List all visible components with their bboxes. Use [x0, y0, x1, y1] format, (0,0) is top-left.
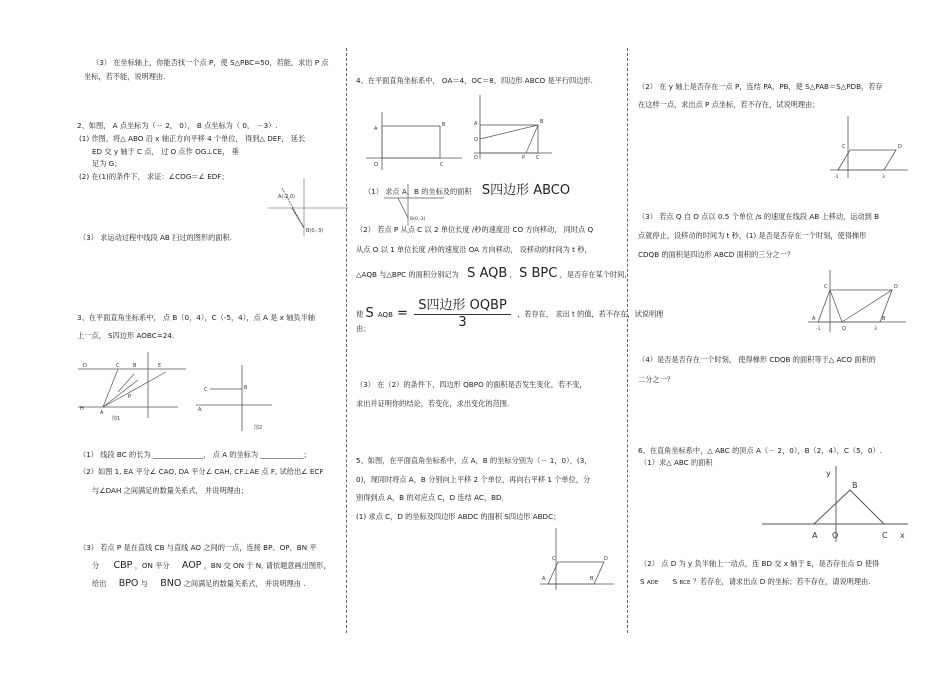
q4-part1-text: （1） 求点 A、B 的坐标及的面积 [364, 187, 472, 196]
q2-part3: （3） 求运动过程中线段 AB 扫过的图形的面积. [79, 233, 232, 242]
q6-part2-line1: （2） 点 D 为 y 负半轴上一动点，连 BD 交 x 轴于 E，是否存在点 D 使得 [640, 559, 880, 568]
svg-text:B: B [540, 119, 544, 125]
svg-text:C: C [882, 531, 888, 540]
angle-cbp: CBP [113, 560, 133, 571]
q6-part2-line2 [640, 576, 871, 589]
q5-part4-line1: （4）是否是否存在一个时刻， 使得梯形 CDQB 的面积等于△ ACO 面积的 [638, 355, 876, 364]
column-divider-2 [627, 48, 628, 633]
svg-text:B: B [882, 316, 886, 322]
svg-text:A: A [474, 121, 478, 127]
fraction [414, 298, 511, 331]
q3-text-on: ，ON 平分 [134, 561, 170, 570]
svg-text:D: D [604, 556, 608, 562]
q3-figure-2 [196, 365, 274, 433]
q4-part3-line1: （3） 在（2）的条件下，四边形 QBPO 的面积是否发生变化，若不变， [356, 380, 587, 389]
q3-title-line2: 上一点， S四边形 AOBC=24. [77, 331, 175, 340]
svg-text:y: y [826, 469, 831, 478]
area-aqb-equation: S AQB = [365, 305, 408, 321]
q4-title: 4、在平面直角坐标系中， OA＝4，OC＝8，四边形 ABCO 是平行四边形. [356, 76, 593, 85]
area-ade: ADE [646, 580, 659, 586]
q4-text-areas: △AQB 与△BPC 的面积分别记为 [356, 270, 459, 279]
q5-part4-line2: 二分之一？ [638, 375, 674, 384]
q3-part2-line2: 与∠DAH 之间满足的数量关系式， 并说明理由； [92, 486, 249, 495]
svg-text:B: B [244, 385, 248, 391]
q4-part3-line2: 求出并证明你的结论，若变化，求出变化的范围. [356, 399, 510, 408]
q4-figure-overlap [384, 184, 446, 228]
point-a-label: A(-2,0) [278, 194, 296, 200]
svg-text:C: C [440, 162, 444, 168]
area-bpc: S BPC [519, 266, 558, 281]
svg-text:-1: -1 [816, 327, 821, 332]
q2-part1-line2: ED 交 y 轴于 C 点， 过 O 点作 OG⊥CE， 垂 [92, 147, 239, 156]
angle-bpo: BPO [118, 578, 139, 589]
q4-figure-2 [474, 95, 554, 161]
q2-title: 2、如图， A 点坐标为（－ 2， 0）， B 点坐标为（ 0， －3）. [77, 121, 278, 130]
q2-part1-line1: (1) 作图，将△ ABO 沿 x 轴正方向平移 4 个单位， 得到△ DEF， 延长 [79, 134, 306, 143]
svg-text:3: 3 [874, 327, 877, 332]
q6-text-question: ？若存在，请求出点 D 的坐标；若不存在，请说明理由. [692, 577, 871, 586]
q5-title-line1: 5、如图，在平面直角坐标系中，点 A，B 的坐标分别为（－ 1，0），(3， [356, 456, 592, 465]
svg-text:Q: Q [842, 326, 846, 332]
q4-part2-line4 [356, 298, 663, 331]
svg-text:B: B [442, 122, 446, 128]
q3-part3-line2 [92, 559, 330, 573]
svg-text:O: O [474, 155, 478, 161]
q3-part2-line1: （2）如图 1, EA 平分∠ CAO, DA 平分∠ CAH, CF⊥AE 点 F, 试给出∠ ECF [79, 467, 324, 476]
svg-text:B: B [133, 363, 137, 369]
svg-text:C: C [842, 144, 846, 150]
svg-text:C: C [116, 363, 120, 369]
svg-text:A: A [374, 126, 378, 132]
q3-part3-line3 [92, 577, 305, 591]
svg-text:O: O [832, 531, 839, 540]
q6-part1: （1）求△ ABC 的面积 [640, 458, 713, 467]
q3-text-yu: 与 [140, 579, 148, 588]
q2-part1-line3: 足为 G； [92, 159, 122, 168]
svg-text:A: A [812, 531, 818, 540]
svg-text:E: E [158, 363, 162, 369]
q3-figure-1 [78, 352, 188, 422]
q1-part3-line2: 坐标，若不能，说明理由. [84, 72, 166, 81]
q6-triangle-figure [762, 462, 912, 544]
q5-figure [540, 528, 616, 592]
svg-text:3: 3 [882, 175, 885, 180]
svg-text:D: D [83, 363, 87, 369]
svg-text:A: A [812, 316, 816, 322]
q3-part1: （1） 线段 BC 的长为 ______________， 点 A 的坐标为 ____________； [79, 450, 311, 459]
svg-text:H: H [80, 406, 84, 412]
q5-part2-line2: 在这样一点，求出点 P 点坐标，若不存在，试说明理由； [638, 100, 820, 109]
q3-title-line1: 3、在平面直角坐标系中， 点 B（0，4），C（-5，4），点 A 是 x 轴负半轴 [77, 313, 315, 322]
area-aqb: S AQB [467, 266, 508, 281]
svg-text:-1: -1 [834, 175, 839, 180]
q5-part3-line2: 点就停止，设移动的时间为 t 秒，(1) 是否是否存在一个时刻，使得梯形 [638, 231, 867, 240]
q5-part1: (1) 求点 C，D 的坐标及四边形 ABDC 的面积 S四边形 ABDC； [356, 512, 561, 521]
svg-text:C: C [824, 284, 828, 290]
fig2-caption: 图2 [254, 425, 263, 431]
area-abco: S四边形 ABCO [481, 183, 571, 198]
q2-coordinate-figure [268, 178, 350, 238]
angle-aop: AOP [181, 560, 202, 571]
svg-text:P: P [522, 155, 526, 161]
q3-text-bn: ，BN 交 ON 于 N, 请依题意画出图形， [203, 561, 331, 570]
angle-bno: BNO [160, 578, 182, 589]
q1-part3-line1: （3） 在坐标轴上，你能否找一个点 P，使 S△PBC=50，若能，求出 P 点 [92, 58, 329, 67]
area-bce: BCE [679, 580, 691, 586]
point-b-label: B(0,-3) [306, 228, 324, 234]
q2-part2: (2) 在(1)的条件下， 求证：∠COG＝∠ EDF； [79, 172, 229, 181]
q4-part2-line2: 从点 O 以 1 单位长度 /秒的速度沿 OA 方向移动， 设移动的时间为 t 秒， [356, 245, 592, 254]
q5-title-line3: 别得到点 A，B 的对应点 C，D 连结 AC，BD． [356, 493, 509, 502]
q4-text-shi: 使 [356, 309, 364, 319]
svg-text:B(0,-3): B(0,-3) [410, 217, 426, 222]
q4-part2-line3: △AQB 与△BPC 的面积分别记为 S AQB ， S BPC ，是否存在某个时间， [356, 266, 632, 281]
fraction-numerator: S四边形 OQBP [414, 298, 511, 315]
q5-part3-line1: （3） 若点 Q 自 O 点以 0.5 个单位 /s 的速度在线段 AB 上移动，运动到 B [638, 212, 879, 221]
q5-part3-line3: CDQB 的面积是四边形 ABCD 面积的三分之一？ [638, 250, 795, 259]
q3-part3-line1: （3） 若点 P 是在直线 CB 与直线 AO 之间的一点，连接 BP、OP，BN 平 [79, 543, 317, 552]
q5-part2-line1: （2） 在 y 轴上是否存在一点 P，连结 PA，PB，使 S△PAB＝S△PDB，若存 [638, 82, 883, 91]
q3-text-fen: 分 [92, 561, 100, 570]
q5-figure-3 [808, 270, 908, 336]
svg-text:Q: Q [474, 137, 478, 143]
svg-text:C: C [552, 556, 556, 562]
svg-text:O: O [374, 162, 378, 168]
q4-part2-line5: 由； [356, 324, 371, 333]
q4-text-exists: ，是否存在某个时间， [559, 270, 632, 279]
svg-text:B: B [852, 481, 858, 490]
fraction-denominator: 3 [458, 315, 467, 330]
q5-figure-2 [830, 116, 910, 180]
q5-title-line2: 0)，现同时将点 A，B 分别向上平移 2 个单位，再向右平移 1 个单位，分 [356, 475, 591, 484]
s-symbol-1: S [640, 577, 645, 586]
svg-text:C: C [204, 387, 208, 393]
svg-text:C: C [536, 155, 540, 161]
svg-text:A: A [542, 576, 546, 582]
fig1-caption: 图1 [112, 416, 121, 422]
svg-text:B: B [590, 576, 594, 582]
svg-text:D: D [894, 284, 898, 290]
svg-text:A: A [198, 407, 202, 413]
svg-text:A: A [100, 410, 104, 416]
q3-text-geichu: 给出 [92, 579, 107, 588]
svg-text:D: D [898, 144, 902, 150]
q6-title: 6、在直角坐标系中，△ ABC 的顶点 A（－ 2，0），B（2，4），C（5，0）. [638, 446, 882, 455]
s-symbol-2: S [672, 577, 678, 586]
q3-text-end: 之间满足的数量关系式， 并说明理由 . [183, 579, 306, 588]
q4-part2-line1: （2） 若点 P 从点 C 以 2 单位长度 /秒的速度沿 CO 方向移动， 同时点 Q [356, 225, 594, 234]
q4-figure-1 [366, 112, 464, 172]
svg-text:x: x [900, 531, 905, 540]
q4-text-find-t: ，若存在， 求出 t 的值，若不存在，试说明理 [517, 309, 664, 319]
svg-text:P: P [128, 394, 132, 400]
column-divider-1 [346, 48, 347, 633]
